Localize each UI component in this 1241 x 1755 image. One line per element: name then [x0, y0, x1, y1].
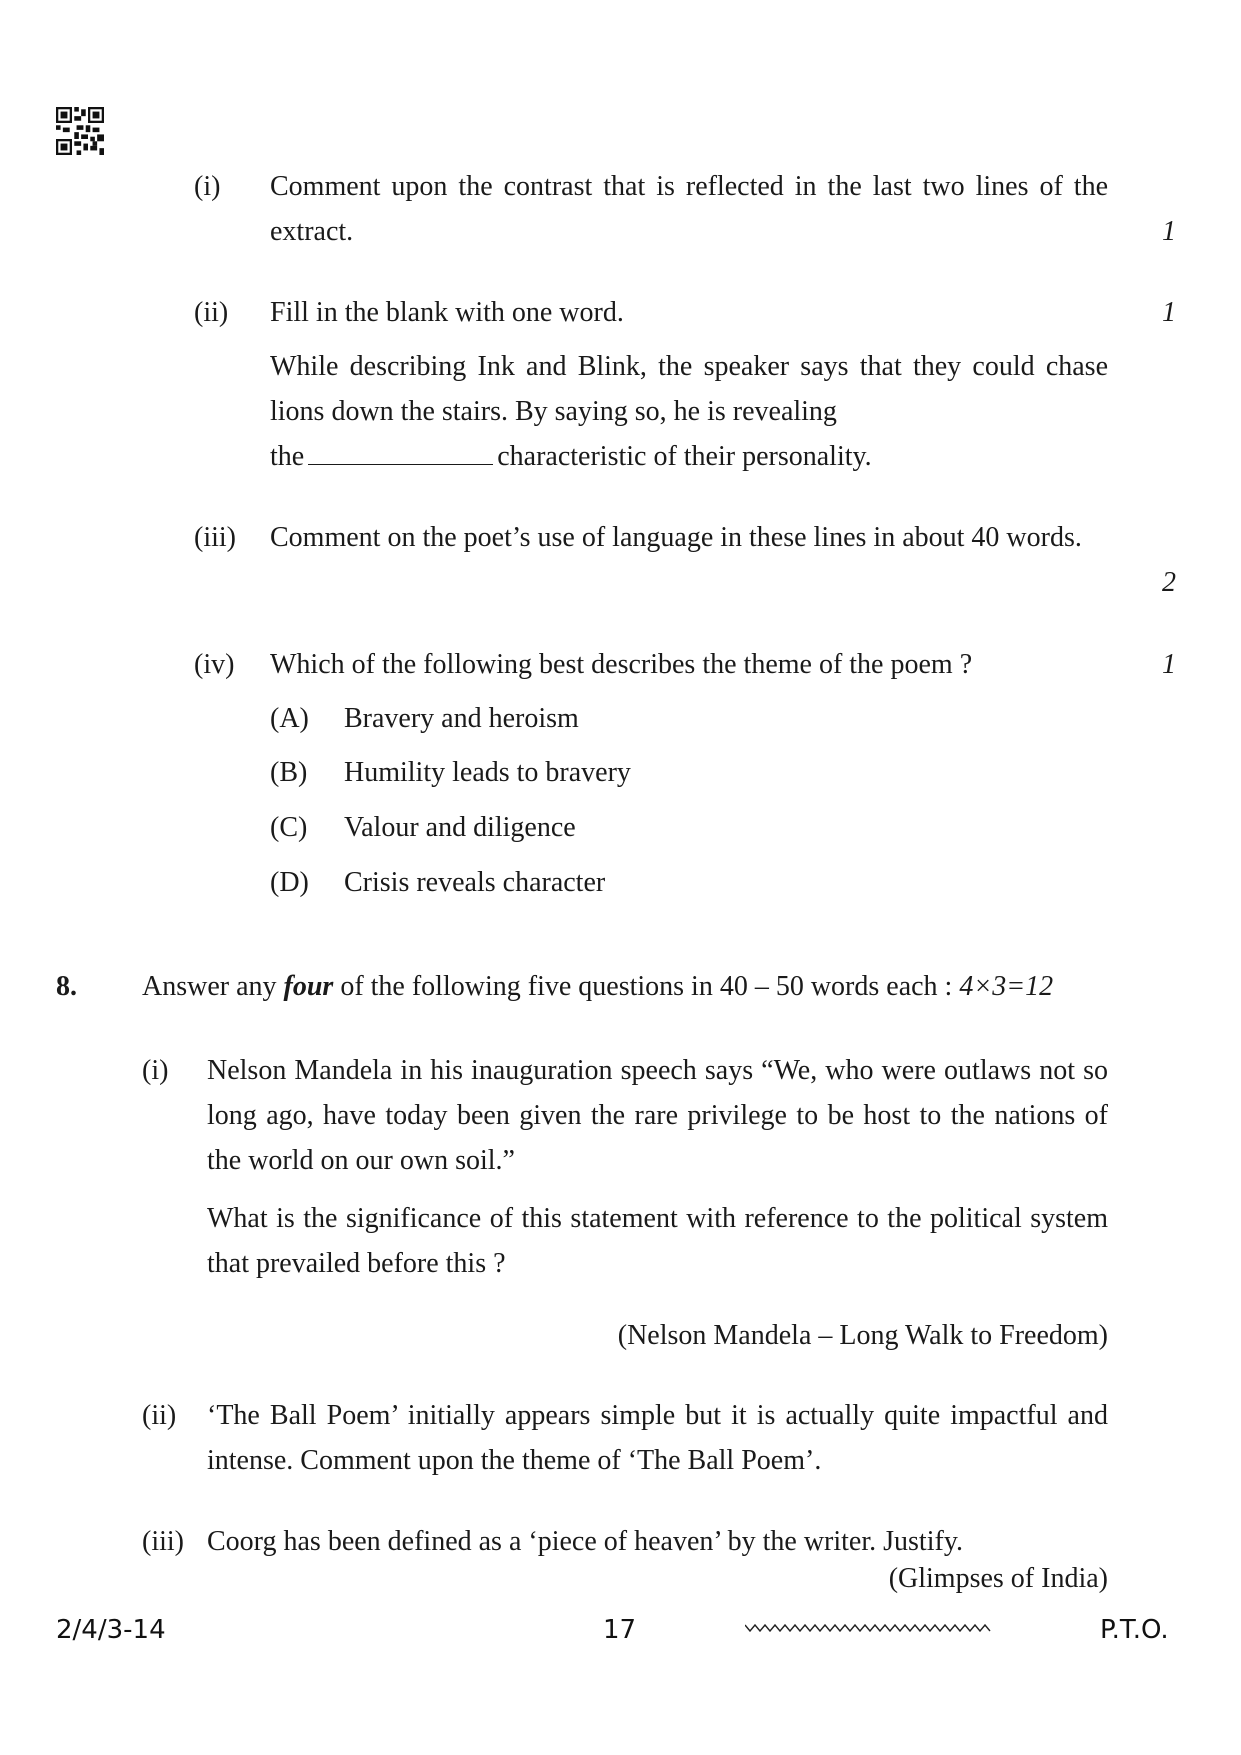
q8-part-i-source: (Nelson Mandela – Long Walk to Freedom)	[617, 1320, 1108, 1351]
blank-suffix: characteristic of their personality.	[497, 441, 872, 472]
wavy-line-icon	[745, 1621, 995, 1635]
q7-part-i-marks: 1	[1162, 216, 1176, 247]
intro-emphasis: four	[283, 971, 334, 1002]
option-letter: (B)	[270, 757, 308, 788]
q8-part-iii-source: (Glimpses of India)	[888, 1563, 1108, 1594]
question-8-number: 8.	[56, 971, 77, 1002]
q7-part-iii-number: (iii)	[194, 522, 236, 553]
option-text: Bravery and heroism	[344, 703, 579, 734]
option-text: Crisis reveals character	[344, 867, 606, 898]
answer-blank	[308, 436, 493, 465]
option-text: Humility leads to bravery	[344, 757, 631, 788]
q7-part-iii-marks: 2	[1162, 567, 1176, 598]
q7-part-ii-marks: 1	[1162, 297, 1176, 328]
q7-part-iv-text: Which of the following best describes the theme of the poem ?	[270, 649, 973, 680]
q7-part-ii-number: (ii)	[194, 297, 229, 328]
option-text: Valour and diligence	[344, 812, 576, 843]
q8-part-ii-text: ‘The Ball Poem’ initially appears simple but it is actually quite impactful and intense. Comment upon the theme of ‘The Ball Poem’.	[207, 1400, 1108, 1476]
q7-part-ii-text: Fill in the blank with one word.	[270, 297, 624, 328]
q7-part-i-number: (i)	[194, 171, 221, 202]
q7-part-ii-fill-line	[270, 434, 1108, 479]
option-letter: (C)	[270, 812, 308, 843]
intro-before: Answer any	[142, 971, 277, 1002]
option-letter: (A)	[270, 703, 309, 734]
q7-part-i-text: Comment upon the contrast that is reflected in the last two lines of the extract.	[270, 171, 1108, 247]
q7-part-iv-marks: 1	[1162, 649, 1176, 680]
q8-part-i-number: (i)	[142, 1055, 169, 1086]
q8-part-ii-number: (ii)	[142, 1400, 177, 1431]
q7-part-iii-text: Comment on the poet’s use of language in these lines in about 40 words.	[270, 522, 1082, 553]
q8-part-iii-text: Coorg has been defined as a ‘piece of heaven’ by the writer. Justify.	[207, 1526, 963, 1557]
question-8-marks: 4×3=12	[959, 971, 1054, 1002]
q8-part-iii-number: (iii)	[142, 1526, 184, 1557]
q7-part-ii-paragraph: While describing Ink and Blink, the speaker says that they could chase lions down the stairs. By saying so, he is revealing	[270, 351, 1108, 427]
paper-code: 2/4/3-14	[56, 1615, 166, 1645]
intro-after: of the following five questions in 40 – 50 words each :	[340, 971, 953, 1002]
q7-part-iv-number: (iv)	[194, 649, 235, 680]
blank-prefix: the	[270, 441, 305, 472]
question-8-intro	[142, 964, 1182, 1009]
option-letter: (D)	[270, 867, 309, 898]
q8-part-i-question: What is the significance of this statement with reference to the political system that prevailed before this ?	[207, 1203, 1108, 1279]
qr-code-icon	[56, 107, 104, 155]
q8-part-i-quote: Nelson Mandela in his inauguration speech says “We, who were outlaws not so long ago, have today been given the rare privilege to be host to the nations of the world on our own soil.”	[207, 1055, 1108, 1176]
please-turn-over: P.T.O.	[1100, 1615, 1169, 1645]
page-number: 17	[603, 1615, 637, 1645]
